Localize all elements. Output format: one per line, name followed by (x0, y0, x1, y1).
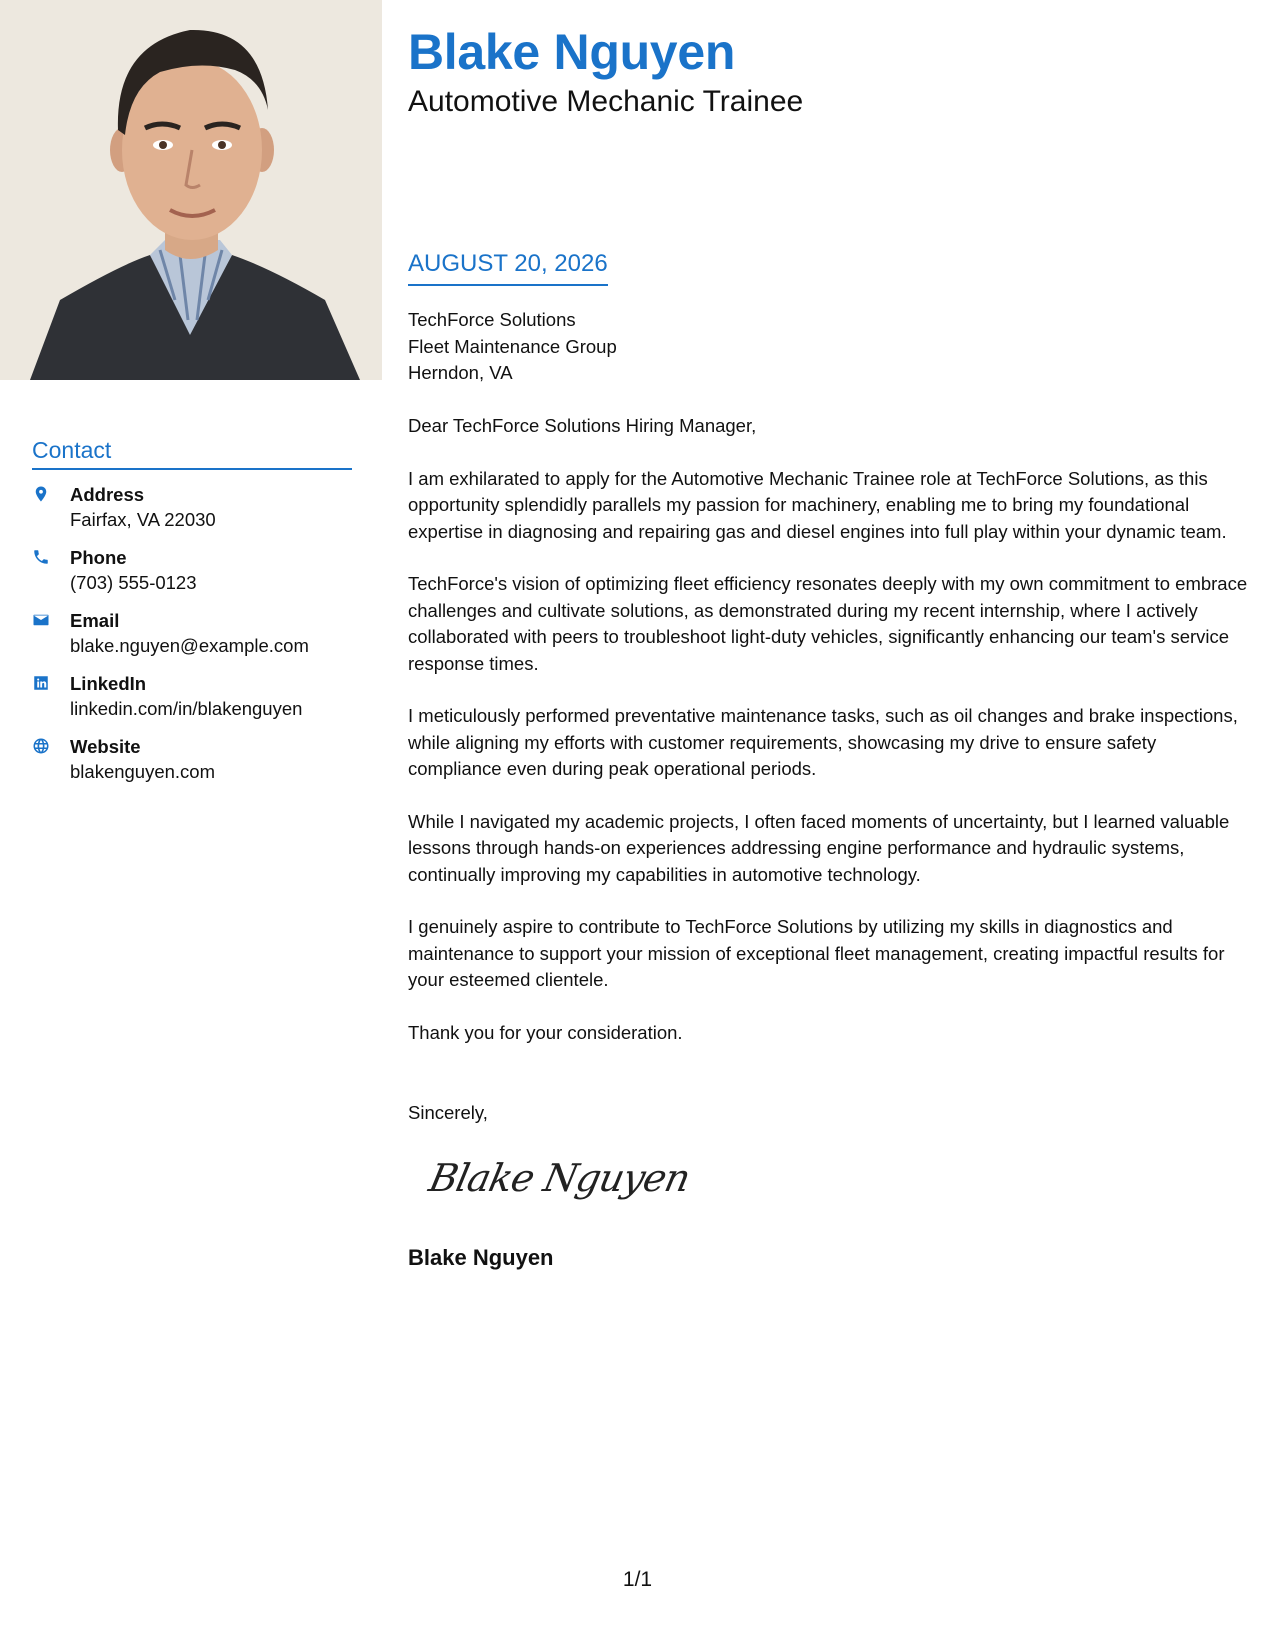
body-paragraph: I meticulously performed preventative maintenance tasks, such as oil changes and brake inspections, while aligning my efforts with customer requirements, showcasing my drive to ensure safety compliance even during peak operational periods. (408, 705, 1238, 779)
contact-label: LinkedIn (70, 673, 147, 694)
body-paragraph: I genuinely aspire to contribute to TechForce Solutions by utilizing my skills in diagnostics and maintenance to support your mission of exceptional fleet management, creating impactful results for your esteemed clientele. (408, 916, 1225, 990)
linkedin-icon (32, 671, 70, 734)
closing: Sincerely, (408, 1102, 488, 1123)
recipient-department: Fleet Maintenance Group (408, 335, 617, 357)
phone-value[interactable]: (703) 555-0123 (70, 572, 197, 593)
letter-date: AUGUST 20, 2026 (408, 248, 608, 286)
page-number: 1/1 (622, 1568, 653, 1591)
salutation: Dear TechForce Solutions Hiring Manager, (408, 415, 757, 436)
contact-label: Address (70, 484, 145, 505)
thank-you-line: Thank you for your consideration. (408, 1021, 683, 1043)
letter-body (408, 413, 1248, 1072)
body-paragraph: I am exhilarated to apply for the Automotive Mechanic Trainee role at TechForce Solutions, as this opportunity splendidly parallels my passion for machinery, enabling me to bring my foundational expertise in diagnosing and repairing gas and diesel engines into full play within your dynamic team. (408, 467, 1227, 542)
contact-label: Email (70, 610, 120, 631)
contact-section (32, 437, 352, 797)
contact-list (32, 482, 352, 797)
linkedin-link[interactable]: linkedin.com/in/blakenguyen (70, 698, 303, 719)
contact-label: Phone (70, 547, 127, 568)
contact-label: Website (70, 736, 141, 757)
contact-item-website (32, 734, 352, 797)
contact-item-email (32, 608, 352, 671)
envelope-icon (32, 608, 70, 671)
headshot-photo (0, 0, 382, 380)
website-link[interactable]: blakenguyen.com (70, 761, 216, 782)
email-link[interactable]: blake.nguyen@example.com (70, 635, 309, 656)
body-paragraph: While I navigated my academic projects, I often faced moments of uncertainty, but I learned valuable lessons through hands-on experiences addressing engine performance and hydraulic systems, continually improving my capabilities in automotive technology. (408, 810, 1230, 885)
contact-item-address (32, 482, 352, 545)
applicant-name: Blake Nguyen (408, 24, 736, 80)
globe-icon (32, 734, 70, 797)
location-pin-icon (32, 482, 70, 545)
address-value: Fairfax, VA 22030 (70, 509, 216, 530)
job-title: Automotive Mechanic Trainee (408, 85, 804, 118)
phone-icon (32, 545, 70, 608)
contact-item-linkedin (32, 671, 352, 734)
contact-item-phone (32, 545, 352, 608)
signer-name: Blake Nguyen (408, 1245, 554, 1270)
contact-heading: Contact (32, 437, 352, 470)
handwritten-signature: Blake Nguyen (425, 1156, 694, 1200)
recipient-block (408, 307, 617, 387)
recipient-location: Herndon, VA (408, 362, 513, 383)
recipient-company: TechForce Solutions (408, 309, 576, 330)
body-paragraph: TechForce's vision of optimizing fleet efficiency resonates deeply with my own commitment to embrace challenges and cultivate solutions, as demonstrated during my recent internship, where I actively collaborated with peers to troubleshoot light-duty vehicles, significantly enhancing our team's service response times. (408, 573, 1248, 674)
